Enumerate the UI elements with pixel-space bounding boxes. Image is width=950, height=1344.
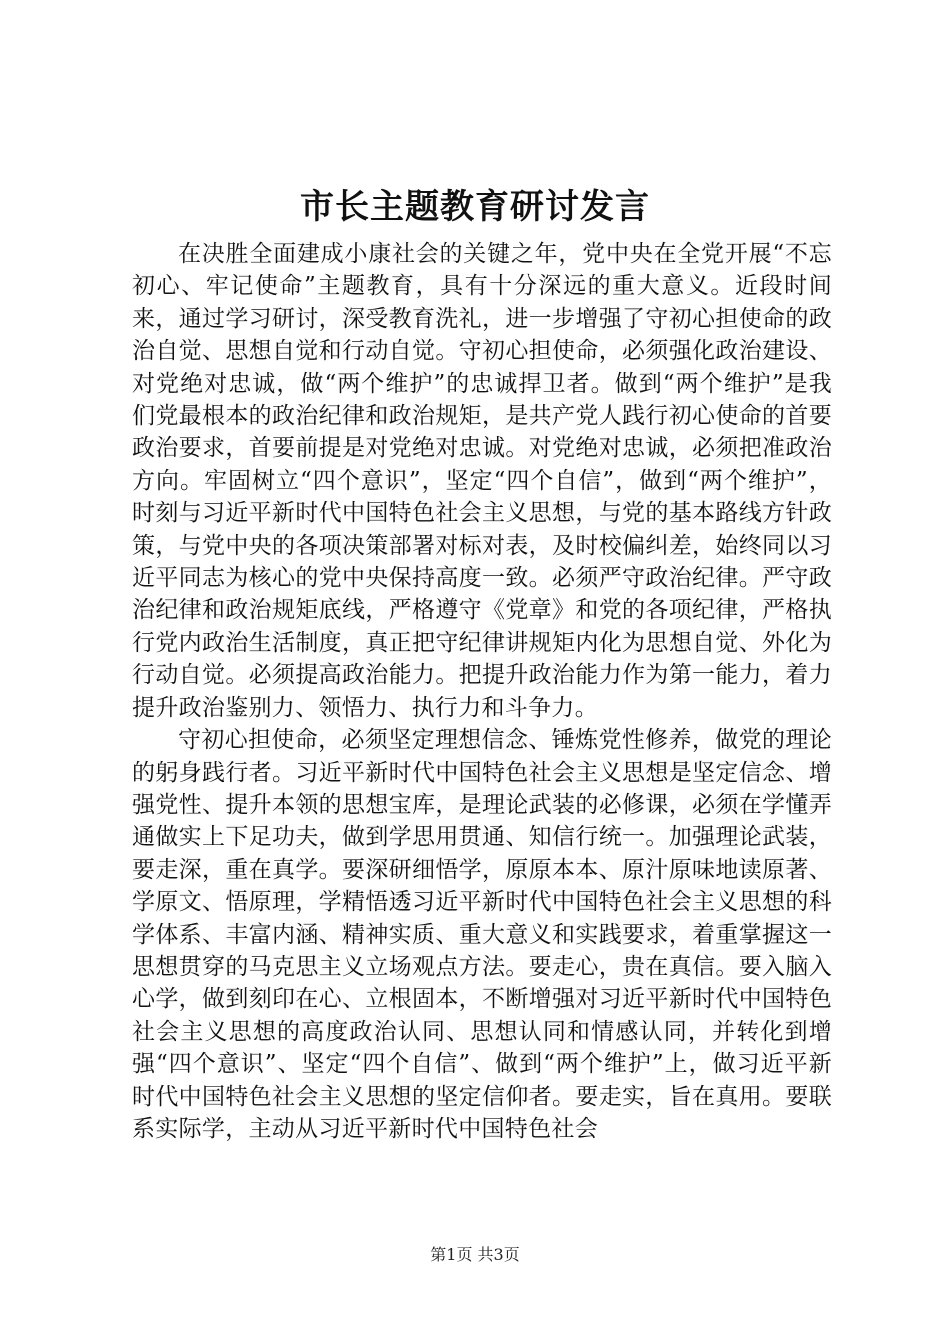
paragraph-1: 在决胜全面建成小康社会的关键之年，党中央在全党开展“不忘初心、牢记使命”主题教育，具有十分深远的重大意义。近段时间来，通过学习研讨，深受教育洗礼，进一步增强了守初心担使命的政治自觉、思想自觉和行动自觉。守初心担使命，必须强化政治建设、对党绝对忠诚，做“两个维护”的忠诚捍卫者。做到“两个维护”是我们党最根本的政治纪律和政治规矩，是共产党人践行初心使命的首要政治要求，首要前提是对党绝对忠诚。对党绝对忠诚，必须把准政治方向。牢固树立“四个意识”，坚定“四个自信”，做到“两个维护”，时刻与习近平新时代中国特色社会主义思想，与党的基本路线方针政策，与党中央的各项决策部署对标对表，及时校偏纠差，始终同以习近平同志为核心的党中央保持高度一致。必须严守政治纪律。严守政治纪律和政治规矩底线，严格遵守《党章》和党的各项纪律，严格执行党内政治生活制度，真正把守纪律讲规矩内化为思想自觉、外化为行动自觉。必须提高政治能力。把提升政治能力作为第一能力，着力提升政治鉴别力、领悟力、执行力和斗争力。 <box>132 241 832 721</box>
paragraph-2: 守初心担使命，必须坚定理想信念、锤炼党性修养，做党的理论的躬身践行者。习近平新时代中国特色社会主义思想是坚定信念、增强党性、提升本领的思想宝库，是理论武装的必修课，必须在学懂弄通做实上下足功夫，做到学思用贯通、知信行统一。加强理论武装，要走深，重在真学。要深研细悟学，原原本本、原汁原味地读原著、学原文、悟原理，学精悟透习近平新时代中国特色社会主义思想的科学体系、丰富内涵、精神实质、重大意义和实践要求，着重掌握这一思想贯穿的马克思主义立场观点方法。要走心，贵在真信。要入脑入心学，做到刻印在心、立根固本，不断增强对习近平新时代中国特色社会主义思想的高度政治认同、思想认同和情感认同，并转化到增强“四个意识”、坚定“四个自信”、做到“两个维护”上，做习近平新时代中国特色社会主义思想的坚定信仰者。要走实，旨在真用。要联系实际学，主动从习近平新时代中国特色社会 <box>132 727 832 1142</box>
document-body <box>132 238 832 1145</box>
page-number-footer: 第1页 共3页 <box>430 1245 520 1264</box>
document-title: 市长主题教育研讨发言 <box>300 187 650 227</box>
